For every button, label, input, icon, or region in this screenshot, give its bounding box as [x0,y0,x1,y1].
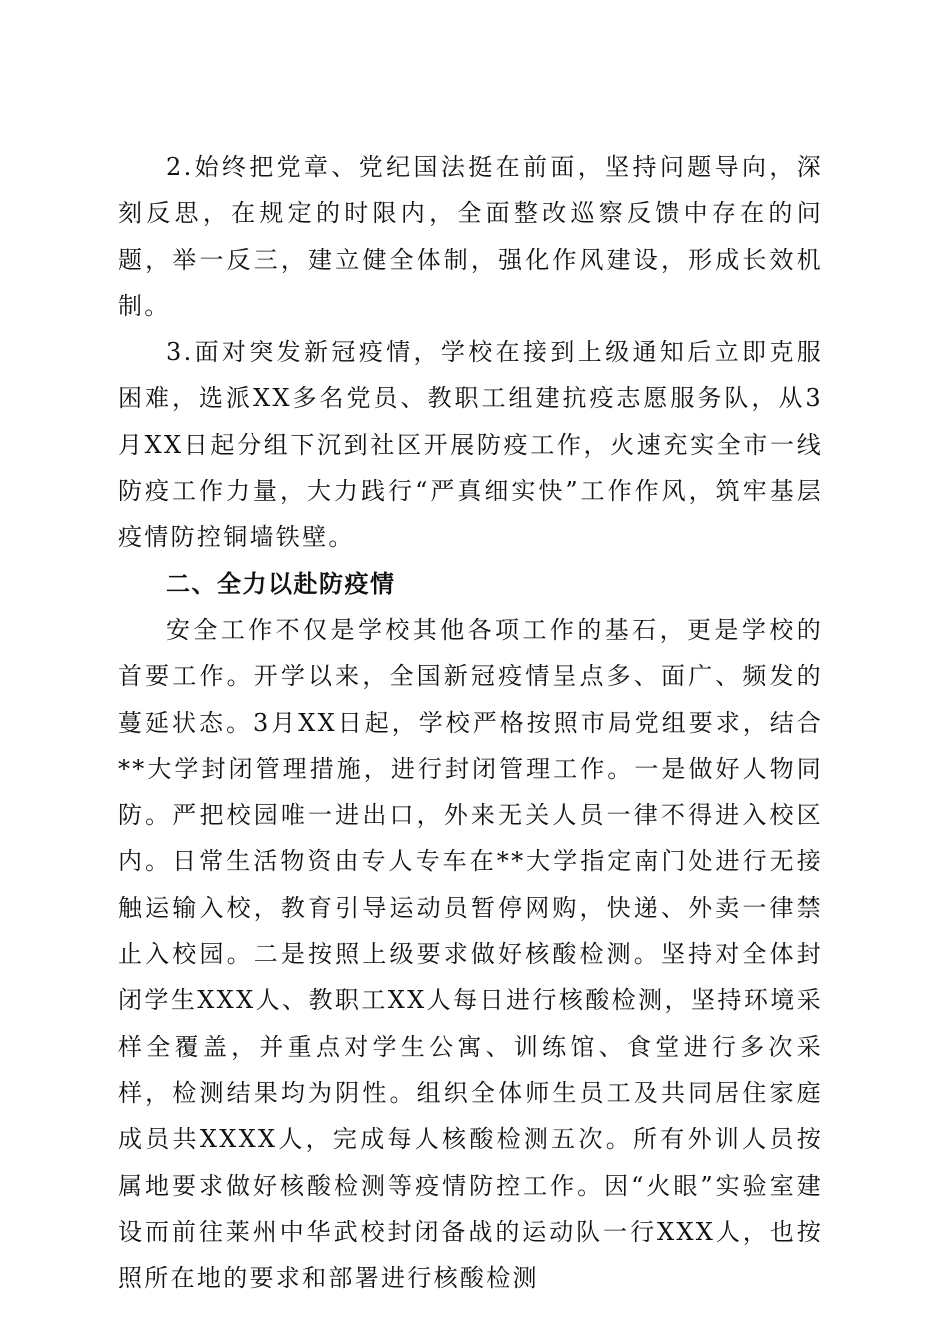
section-heading: 二、全力以赴防疫情 [166,569,396,598]
section-body-paragraph: 安全工作不仅是学校其他各项工作的基石，更是学校的首要工作。开学以来，全国新冠疫情呈点多、面广、频发的蔓延状态。3月XX日起，学校严格按照市局党组要求，结合**大学封闭管理措施，进行封闭管理工作。一是做好人物同防。严把校园唯一进出口，外来无关人员一律不得进入校区内。日常生活物资由专人专车在**大学指定南门处进行无接触运输入校，教育引导运动员暂停网购，快递、外卖一律禁止入校园。二是按照上级要求做好核酸检测。坚持对全体封闭学生XXX人、教职工XX人每日进行核酸检测，坚持环境采样全覆盖，并重点对学生公寓、训练馆、食堂进行多次采样，检测结果均为阴性。组织全体师生员工及共同居住家庭成员共XXXX人，完成每人核酸检测五次。所有外训人员按属地要求做好核酸检测等疫情防控工作。因“火眼”实验室建设而前往莱州中华武校封闭备战的运动队一行XXX人，也按照所在地的要求和部署进行核酸检测 [118,615,823,1293]
paragraph-item-3: 3.面对突发新冠疫情，学校在接到上级通知后立即克服困难，选派XX多名党员、教职工组建抗疫志愿服务队，从3月XX日起分组下沉到社区开展防疫工作，火速充实全市一线防疫工作力量，大力践行“严真细实快”工作作风，筑牢基层疫情防控铜墙铁壁。 [118,338,823,552]
document-body [118,144,823,1301]
paragraph-item-2: 2.始终把党章、党纪国法挺在前面，坚持问题导向，深刻反思，在规定的时限内，全面整改巡察反馈中存在的问题，举一反三，建立健全体制，强化作风建设，形成长效机制。 [118,153,823,320]
